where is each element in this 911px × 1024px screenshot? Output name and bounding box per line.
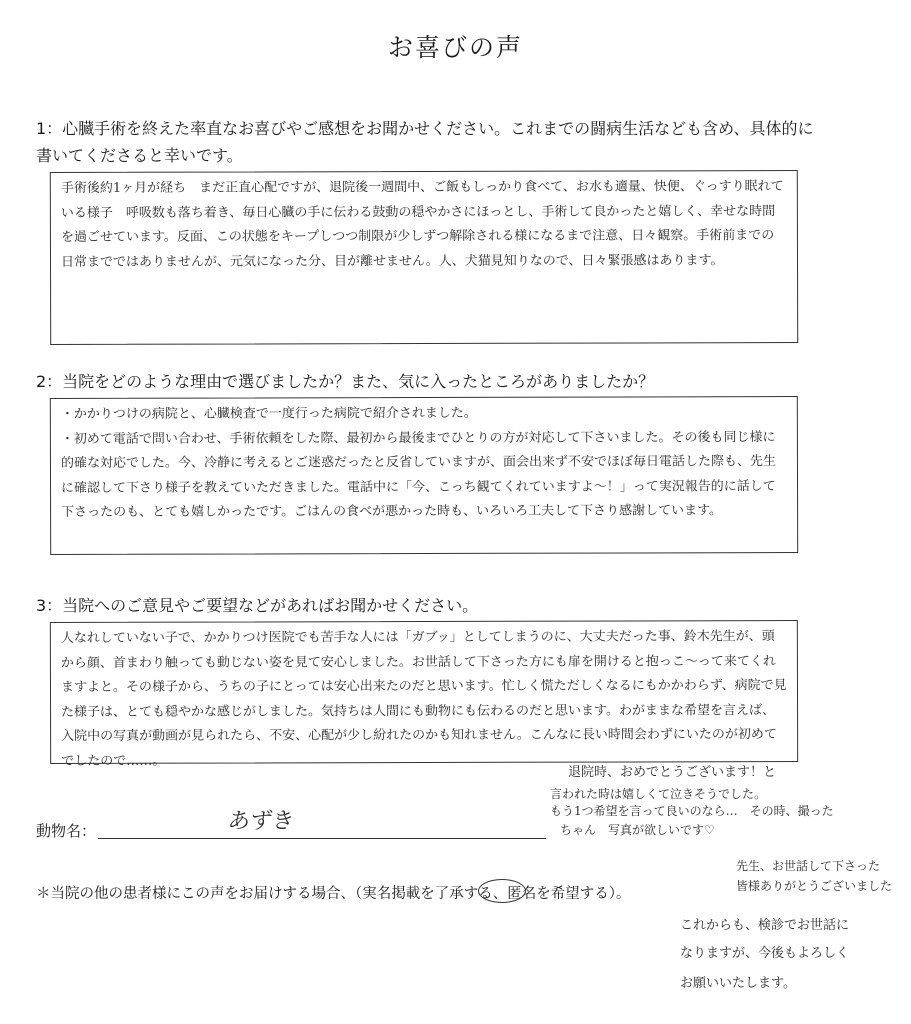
consent-circle-mark	[478, 879, 526, 903]
closing-note-line-2: 皆様ありがとうございました	[736, 879, 893, 893]
side-note-3: ちゃん 写真が欲しいです♡	[560, 823, 715, 837]
question-3: 3：当院へのご意見やご要望などがあればお聞かせください。	[36, 596, 479, 615]
answer-1-text: 手術後約1ヶ月が経ち まだ正直心配ですが、退院後一週間中、ご飯もしっかり食べて、お水も適量、快便、ぐっすり眠れている様子 呼吸数も落ち着き、毎日心臓の手に伝わる鼓動の穏やかさにほっとし、手術して良かったと嬉しく、幸せな時間を過ごせています。反面、この状態をキープしつつ制限が少しずつ解除される様になるまで注意、日々観察。手術前までの日常までではありませんが、元気になった分、目が離せません。人、犬猫見知りなので、日々緊張感はあります。	[60, 179, 784, 270]
side-note-2: もう1つ希望を言って良いのなら… その時、撮った	[550, 804, 834, 818]
answer-3-box	[50, 620, 798, 769]
answer-3-text: 人なれしていない子で、かかりつけ医院でも苦手な人には「ガブッ」としてしまうのに、大丈夫だった事、鈴木先生が、頭から顔、首まわり触っても動じない姿を見て安心しました。お世話して下さった方にも扉を開けると抱っこ～って来てくれますよと。その様子から、うちの子にとっては安心出来たのだと思います。忙しく慌ただしくなるにもかかわらず、病院で見た様子は、とても穏やかな感じがしました。気持ちは人間にも動物にも伝わるのだと思います。わがままな希望を言えば、入院中の写真が動画が見られたら、不安、心配が少し紛れたのかも知れません。こんなに長い時間会わずにいたのが初めてでしたので……。	[60, 629, 787, 769]
page-title: お喜びの声	[387, 33, 523, 62]
animal-name-underline	[98, 838, 546, 839]
answer-2-line-1: ・かかりつけの病院と、心臓検査で一度行った病院で紹介されました。	[60, 405, 477, 422]
answer-1-box	[50, 170, 798, 345]
answer-2-box	[50, 396, 798, 555]
closing-note-line-4: なりますが、今後もよろしく	[680, 946, 850, 961]
question-1: 1：心臓手術を終えた率直なお喜びやご感想をお聞かせください。これまでの闘病生活なども含め、具体的に書いてくださると幸いです。	[36, 119, 814, 165]
side-note-1: 言われた時は嬉しくて泣きそうでした。	[550, 787, 767, 801]
question-2: 2：当院をどのような理由で選びましたか？また、気に入ったところがありましたか？	[36, 372, 655, 391]
consent-text: ＊当院の他の患者様にこの声をお届けする場合、（実名掲載を了承する、匿名を希望する）。	[36, 886, 631, 902]
closing-note-line-3: これからも、検診でお世話に	[680, 918, 850, 933]
answer-3-overflow: 退院時、おめでとうございます！と	[568, 765, 777, 780]
animal-name-label: 動物名：	[36, 822, 97, 840]
answer-2-line-2: ・初めて電話で問い合わせ、手術依頼をした際、最初から最後までひとりの方が対応して下さいました。その後も同じ様に的確な対応でした。今、冷静に考えるとご迷惑だったと反省していますが、面会出来ず不安でほぼ毎日電話した際も、先生に確認して下さり様子を教えていただきました。電話中に「今、こっち観てくれていますよ～！」って実況報告的に話して下さったのも、とても嬉しかったです。ごはんの食べが悪かった時も、いろいろ工夫して下さり感謝しています。	[60, 429, 777, 520]
closing-note-line-1: 先生、お世話して下さった	[736, 859, 881, 873]
animal-name-value: あずき	[226, 809, 296, 834]
closing-note-line-5: お願いいたします。	[680, 976, 796, 991]
